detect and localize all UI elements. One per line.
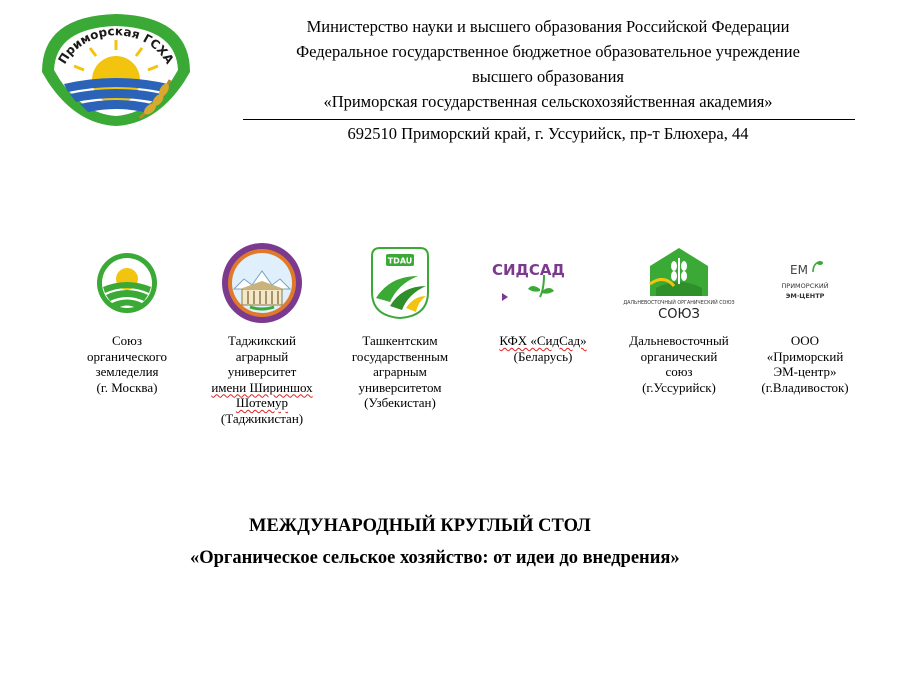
address: 692510 Приморский край, г. Уссурийск, пр-т Блюхера, 44 [347,124,749,143]
svg-text:СИДСАД: СИДСАД [492,260,565,279]
primorsky-em-center-logo [765,258,845,308]
svg-text:ДАЛЬНЕВОСТОЧНЫЙ ОРГАНИЧЕСКИЙ С: ДАЛЬНЕВОСТОЧНЫЙ ОРГАНИЧЕСКИЙ СОЮЗ [623,300,735,306]
svg-text:ЕМ: ЕМ [790,262,808,277]
partner-tajik-agrarian-university: Таджикский аграрный университет имени Шириншох Шотемур (Таджикистан) [197,240,327,426]
institution-header [243,14,853,114]
header-line-education: высшего образования [472,67,624,86]
main-logo-text: Приморская ГСХА [55,24,177,67]
far-east-organic-union-logo [623,244,735,322]
partner-tashkent-agrarian-university: TDAU Ташкентским государственным аграрным университетом (Узбекистан) [335,240,465,411]
event-subtitle: «Органическое сельское хозяйство: от идеи до внедрения» [190,548,680,568]
svg-text:СОЮЗ: СОЮЗ [658,306,700,322]
svg-text:TDAU: TDAU [387,256,413,265]
tdau-logo [368,246,432,320]
svg-text:ПРИМОРСКИЙ: ПРИМОРСКИЙ [781,281,829,290]
tajik-agrarian-university-logo [220,241,304,325]
header-line-ministry: Министерство науки и высшего образования Российской Федерации [306,17,790,36]
partner-far-east-organic-union: ДАЛЬНЕВОСТОЧНЫЙ ОРГАНИЧЕСКИЙ СОЮЗ СОЮЗ Дальневосточный органический союз (г.Уссурийск) [614,240,744,395]
header-line-academy-name: «Приморская государственная сельскохозяйственная академия» [323,92,773,111]
partner-sidsad: СИДСАД КФХ «СидСад» (Беларусь) [478,240,608,364]
svg-text:ЭМ·ЦЕНТР: ЭМ·ЦЕНТР [785,291,825,300]
sidsad-logo [488,253,598,313]
partner-organic-union: Союз органического земледелия (г. Москва) [62,240,192,395]
partner-primorsky-em-center: ЕМ ПРИМОРСКИЙ ЭМ·ЦЕНТР ООО «Приморский ЭМ-центр» (г.Владивосток) [740,240,870,395]
header-divider [243,119,855,120]
primorsk-gskha-logo [36,10,196,128]
organic-union-logo [95,251,159,315]
header-line-institution-type: Федеральное государственное бюджетное образовательное учреждение [296,42,800,61]
event-title: МЕЖДУНАРОДНЫЙ КРУГЛЫЙ СТОЛ [249,516,591,536]
